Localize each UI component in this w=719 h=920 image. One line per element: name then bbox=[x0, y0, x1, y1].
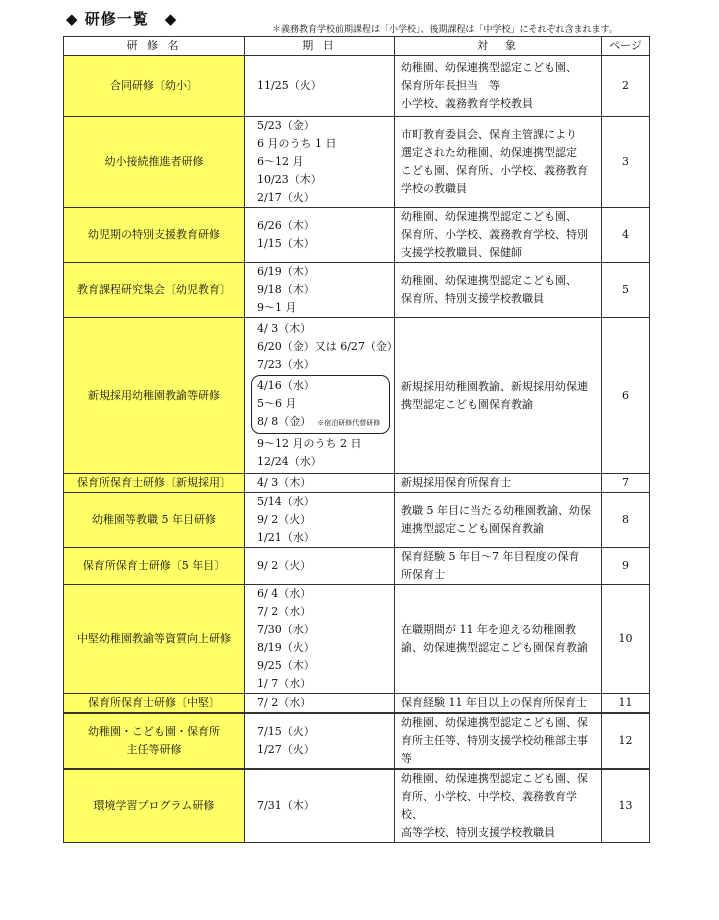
header-target: 対 象 bbox=[395, 37, 602, 56]
training-target-cell bbox=[395, 117, 602, 208]
training-target: 幼稚園、幼保連携型認定こども園、 bbox=[401, 274, 577, 287]
table-row bbox=[64, 769, 650, 843]
training-date: 5/14（水） bbox=[257, 495, 315, 508]
training-date: 7/31（木） bbox=[257, 799, 315, 812]
training-name: 合同研修〔幼小〕 bbox=[110, 79, 198, 92]
training-date: 6/ 4（水） bbox=[257, 587, 312, 600]
training-date: 1/27（火） bbox=[257, 743, 315, 756]
training-target: 学校の教職員 bbox=[401, 182, 467, 195]
training-target: こども園、保育所、小学校、義務教育 bbox=[401, 164, 588, 177]
training-dates-cell bbox=[245, 769, 395, 843]
table-row bbox=[64, 694, 650, 714]
training-date: 6/20（金）又は 6/27（金） bbox=[257, 340, 398, 353]
page-number: 8 bbox=[602, 493, 650, 548]
training-name-cell bbox=[64, 474, 245, 493]
page-number: 11 bbox=[602, 694, 650, 714]
table-row bbox=[64, 318, 650, 474]
header-name: 研 修 名 bbox=[64, 37, 245, 56]
training-dates-cell bbox=[245, 474, 395, 493]
training-date: 9/18（木） bbox=[257, 283, 315, 296]
training-date: 4/ 3（木） bbox=[257, 322, 312, 335]
training-target-cell bbox=[395, 263, 602, 318]
training-name-cell bbox=[64, 548, 245, 585]
training-date: 10/23（木） bbox=[257, 173, 322, 186]
training-target: 高等学校、特別支援学校教職員 bbox=[401, 826, 555, 839]
training-date: 6 月のうち 1 日 bbox=[257, 137, 337, 150]
training-date: 9～1 月 bbox=[257, 301, 297, 314]
training-target: 連携型認定こども園保育教諭 bbox=[401, 522, 544, 535]
training-name: 新規採用幼稚園教諭等研修 bbox=[88, 388, 220, 402]
page-number: 7 bbox=[602, 474, 650, 493]
training-target: 新規採用保育所保育士 bbox=[401, 476, 511, 489]
training-target: 教職 5 年目に当たる幼稚園教諭、幼保 bbox=[401, 504, 591, 517]
training-dates-cell bbox=[245, 548, 395, 585]
training-name: 保育所保育士研修〔中堅〕 bbox=[88, 696, 220, 709]
training-target: 在職期間が 11 年を迎える幼稚園教 bbox=[401, 623, 576, 636]
training-target-cell bbox=[395, 56, 602, 117]
training-target-cell bbox=[395, 318, 602, 474]
training-target: 育所、小学校、中学校、義務教育学校、 bbox=[401, 790, 577, 821]
page-number: 3 bbox=[602, 117, 650, 208]
training-target-cell bbox=[395, 585, 602, 694]
training-target: 幼稚園、幼保連携型認定こども園、保 bbox=[401, 772, 588, 785]
page-title: ◆ 研修一覧 ◆ bbox=[66, 10, 178, 28]
training-name: 幼小接続推進者研修 bbox=[104, 155, 204, 168]
header-page: ページ bbox=[602, 37, 650, 56]
training-date: 7/ 2（水） bbox=[257, 696, 312, 709]
training-date: 6～12 月 bbox=[257, 155, 304, 168]
training-target-cell bbox=[395, 713, 602, 769]
training-name-cell bbox=[64, 585, 245, 694]
training-name: 主任等研修 bbox=[126, 743, 182, 756]
training-target: 所保育士 bbox=[401, 568, 445, 581]
training-name: 幼稚園・こども園・保育所 bbox=[88, 725, 220, 738]
training-target: 支援学校教職員、保健師 bbox=[401, 246, 522, 259]
training-name: 保育所保育士研修〔5 年目〕 bbox=[82, 559, 226, 572]
training-target-cell bbox=[395, 474, 602, 493]
page-number: 12 bbox=[602, 713, 650, 769]
training-target: 保育所、小学校、義務教育学校、特別 bbox=[401, 228, 588, 241]
training-target: 諭、幼保連携型認定こども園保育教諭 bbox=[401, 641, 588, 654]
training-date: 4/ 3（木） bbox=[257, 476, 312, 489]
training-name: 中堅幼稚園教諭等資質向上研修 bbox=[77, 632, 231, 645]
training-date: 12/24（水） bbox=[257, 455, 322, 468]
training-dates-cell bbox=[245, 263, 395, 318]
training-dates-cell bbox=[245, 713, 395, 769]
training-date: 5/23（金） bbox=[257, 119, 315, 132]
training-target: 育所主任等、特別支援学校幼稚部主事 bbox=[401, 734, 588, 747]
boxed-note: ※宿泊研修代替研修 bbox=[317, 419, 381, 427]
header-date: 期 日 bbox=[245, 37, 395, 56]
training-table bbox=[63, 36, 650, 843]
training-target: 保育所、特別支援学校教職員 bbox=[401, 292, 544, 305]
table-row bbox=[64, 263, 650, 318]
training-target: 携型認定こども園保育教諭 bbox=[401, 397, 533, 411]
training-name-cell bbox=[64, 694, 245, 714]
training-target: 小学校、義務教育学校教員 bbox=[401, 97, 533, 110]
training-target: 幼稚園、幼保連携型認定こども園、保 bbox=[401, 716, 588, 729]
training-name-cell bbox=[64, 769, 245, 843]
training-dates-cell bbox=[245, 585, 395, 694]
page-number: 13 bbox=[602, 769, 650, 843]
page-number: 4 bbox=[602, 208, 650, 263]
training-date: 7/ 2（水） bbox=[257, 605, 312, 618]
training-date: 9/ 2（火） bbox=[257, 513, 312, 526]
training-dates-cell bbox=[245, 208, 395, 263]
table-row bbox=[64, 585, 650, 694]
training-target-cell bbox=[395, 208, 602, 263]
training-date: 1/15（木） bbox=[257, 237, 315, 250]
page-number: 9 bbox=[602, 548, 650, 585]
training-name-cell bbox=[64, 713, 245, 769]
training-dates-cell bbox=[245, 493, 395, 548]
training-dates-cell bbox=[245, 117, 395, 208]
table-row bbox=[64, 117, 650, 208]
training-name: 教育課程研究集会〔幼児教育〕 bbox=[77, 283, 231, 296]
training-name-cell bbox=[64, 117, 245, 208]
training-name-cell bbox=[64, 493, 245, 548]
table-row bbox=[64, 474, 650, 493]
training-name: 幼稚園等教職 5 年目研修 bbox=[92, 513, 216, 526]
training-dates-cell bbox=[245, 694, 395, 714]
training-date: 6/26（木） bbox=[257, 219, 315, 232]
page-number: 5 bbox=[602, 263, 650, 318]
training-date: 8/ 8（金） bbox=[257, 415, 312, 428]
table-row bbox=[64, 56, 650, 117]
training-date: 7/15（火） bbox=[257, 725, 315, 738]
table-row bbox=[64, 548, 650, 585]
training-name-cell bbox=[64, 208, 245, 263]
training-name: 幼児期の特別支援教育研修 bbox=[88, 228, 220, 241]
table-row bbox=[64, 713, 650, 769]
page-number: 10 bbox=[602, 585, 650, 694]
training-target: 新規採用幼稚園教諭、新規採用幼保連 bbox=[401, 379, 588, 393]
training-target: 保育所年長担当 等 bbox=[401, 79, 500, 92]
training-date: 1/ 7（水） bbox=[257, 677, 312, 690]
header-note: ＊義務教育学校前期課程は「小学校」、後期課程は「中学校」にそれぞれ含まれます。 bbox=[272, 25, 618, 35]
training-target: 選定された幼稚園、幼保連携型認定 bbox=[401, 146, 577, 159]
training-target: 幼稚園、幼保連携型認定こども園、 bbox=[401, 61, 577, 74]
training-date: 4/16（水） bbox=[257, 379, 315, 392]
training-target: 等 bbox=[401, 752, 412, 765]
training-target: 保育経験 5 年目～7 年目程度の保育 bbox=[401, 550, 580, 563]
table-row bbox=[64, 208, 650, 263]
page-number: 2 bbox=[602, 56, 650, 117]
training-name: 環境学習プログラム研修 bbox=[93, 799, 215, 812]
training-dates-cell bbox=[245, 56, 395, 117]
training-date: 11/25（火） bbox=[257, 79, 322, 92]
page-number: 6 bbox=[602, 318, 650, 474]
training-dates-cell bbox=[245, 318, 398, 474]
training-date: 2/17（火） bbox=[257, 191, 315, 204]
training-date: 6/19（木） bbox=[257, 265, 315, 278]
training-name-cell bbox=[64, 56, 245, 117]
training-date: 7/30（水） bbox=[257, 623, 315, 636]
training-target-cell bbox=[395, 548, 602, 585]
training-name: 保育所保育士研修〔新規採用〕 bbox=[77, 476, 231, 489]
training-target: 保育経験 11 年目以上の保育所保育士 bbox=[401, 696, 587, 709]
training-date: 9/25（木） bbox=[257, 659, 315, 672]
substitute-training-box bbox=[251, 375, 390, 434]
training-name-cell bbox=[64, 318, 245, 474]
training-name-cell bbox=[64, 263, 245, 318]
training-target-cell bbox=[395, 493, 602, 548]
training-target: 幼稚園、幼保連携型認定こども園、 bbox=[401, 210, 577, 223]
training-date: 1/21（水） bbox=[257, 531, 315, 544]
training-target-cell bbox=[395, 769, 602, 843]
training-date: 7/23（水） bbox=[257, 358, 315, 371]
training-date: 9/ 2（火） bbox=[257, 559, 312, 572]
training-date: 8/19（火） bbox=[257, 641, 315, 654]
table-row bbox=[64, 493, 650, 548]
training-date: 9～12 月のうち 2 日 bbox=[257, 437, 362, 450]
training-date: 5～6 月 bbox=[257, 397, 297, 410]
table-header-row bbox=[64, 37, 650, 56]
training-target: 市町教育委員会、保育主管課により bbox=[401, 128, 577, 141]
boxed-date-line bbox=[257, 413, 385, 432]
training-target-cell bbox=[395, 694, 602, 714]
